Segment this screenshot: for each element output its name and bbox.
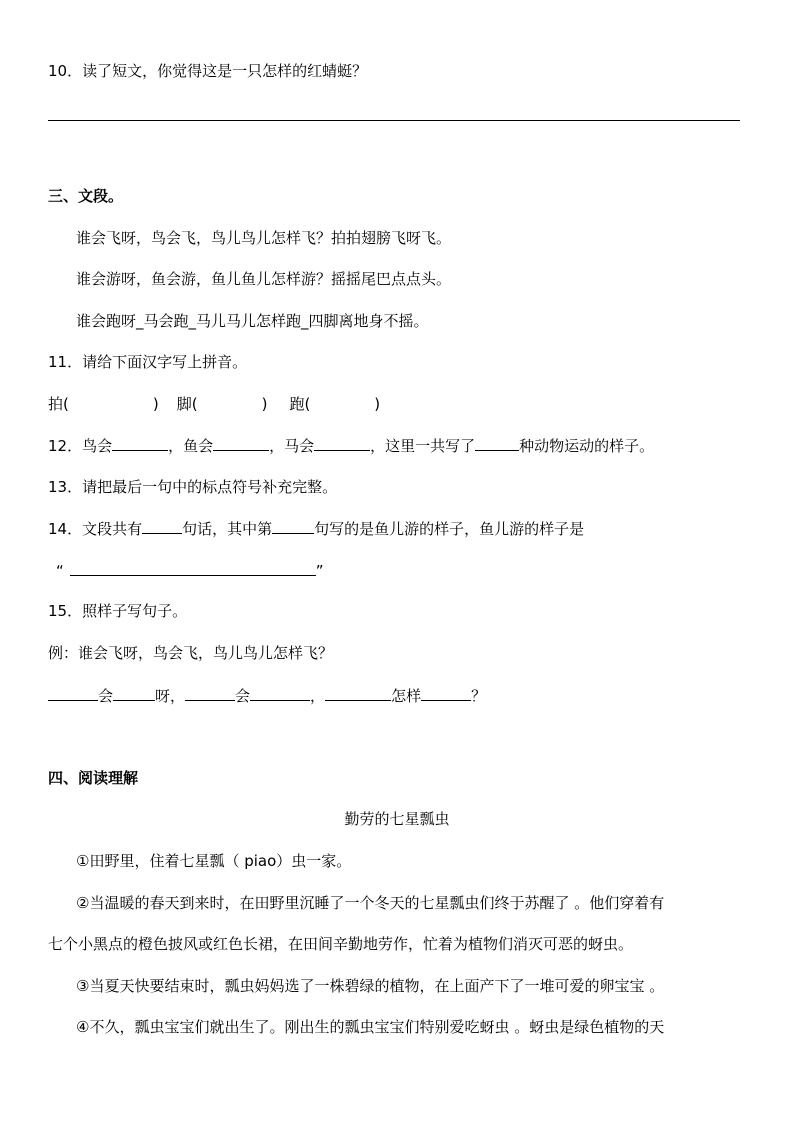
passage-line-3: 谁会跑呀_马会跑_马儿马儿怎样跑_四脚离地身不摇。 [76, 312, 429, 330]
q12-blank-count[interactable] [475, 435, 519, 451]
q14-blank-which[interactable] [272, 518, 314, 534]
question-12: 12．鸟会 ，鱼会 ，马会 ，这里一共写了 种动物运动的样子。 [48, 437, 655, 455]
q15-blank-1[interactable] [48, 685, 98, 701]
q15-answer-row: 会 呀， 会 ， 怎样 ？ [48, 685, 486, 706]
q15-blank-3[interactable] [185, 685, 235, 701]
pinyin-char-2: 脚( [176, 395, 198, 413]
reading-para-3: ③当夏天快要结束时，瓢虫妈妈选了一株碧绿的植物，在上面产下了一堆可爱的卵宝宝 。 [76, 977, 665, 995]
q14-blank-sentences[interactable] [142, 518, 182, 534]
passage-line-2: 谁会游呀，鱼会游，鱼儿鱼儿怎样游？摇摇尾巴点点头。 [76, 270, 452, 288]
pinyin-row: 拍( ) 脚( ) 跑( ) [48, 395, 381, 413]
section-3-heading: 三、文段。 [48, 187, 124, 205]
q15-blank-6[interactable] [421, 685, 471, 701]
q15-example: 例：谁会飞呀，鸟会飞，鸟儿鸟儿怎样飞？ [48, 644, 334, 662]
q12-blank-horse[interactable] [314, 435, 370, 451]
reading-para-2-line-1: ②当温暖的春天到来时，在田野里沉睡了一个冬天的七星瓢虫们终于苏醒了 。他们穿着有 [76, 894, 665, 912]
question-15: 15．照样子写句子。 [48, 602, 188, 620]
question-14: 14．文段共有 句话，其中第 句写的是鱼儿游的样子，鱼儿游的样子是 [48, 520, 585, 538]
passage-line-1: 谁会飞呀，鸟会飞，鸟儿鸟儿怎样飞？拍拍翅膀飞呀飞。 [76, 229, 452, 247]
reading-title: 勤劳的七星瓢虫 [344, 810, 450, 828]
q14-answer-row: “ ” [56, 562, 324, 580]
section-4-heading: 四、阅读理解 [48, 769, 139, 787]
question-10: 10．读了短文，你觉得这是一只怎样的红蜻蜓？ [48, 62, 368, 80]
reading-para-2-line-2: 七个小黑点的橙色披风或红色长裙，在田间辛勤地劳作，忙着为植物们消灭可恶的蚜虫。 [48, 935, 634, 953]
reading-para-1: ①田野里，住着七星瓢（ piao）虫一家。 [76, 852, 352, 870]
q12-blank-bird[interactable] [112, 435, 168, 451]
q14-blank-description[interactable] [70, 560, 316, 576]
question-13: 13．请把最后一句中的标点符号补充完整。 [48, 478, 338, 496]
reading-para-4: ④不久，瓢虫宝宝们就出生了。刚出生的瓢虫宝宝们特别爱吃蚜虫 。蚜虫是绿色植物的天 [76, 1018, 665, 1036]
q15-blank-4[interactable] [250, 685, 310, 701]
pinyin-char-1: 拍( [48, 395, 69, 413]
q12-blank-fish[interactable] [213, 435, 269, 451]
q15-blank-2[interactable] [113, 685, 155, 701]
question-11: 11．请给下面汉字写上拼音。 [48, 353, 248, 371]
answer-line-q10[interactable] [48, 120, 740, 121]
pinyin-char-3: 跑( [289, 395, 311, 413]
q15-blank-5[interactable] [325, 685, 391, 701]
